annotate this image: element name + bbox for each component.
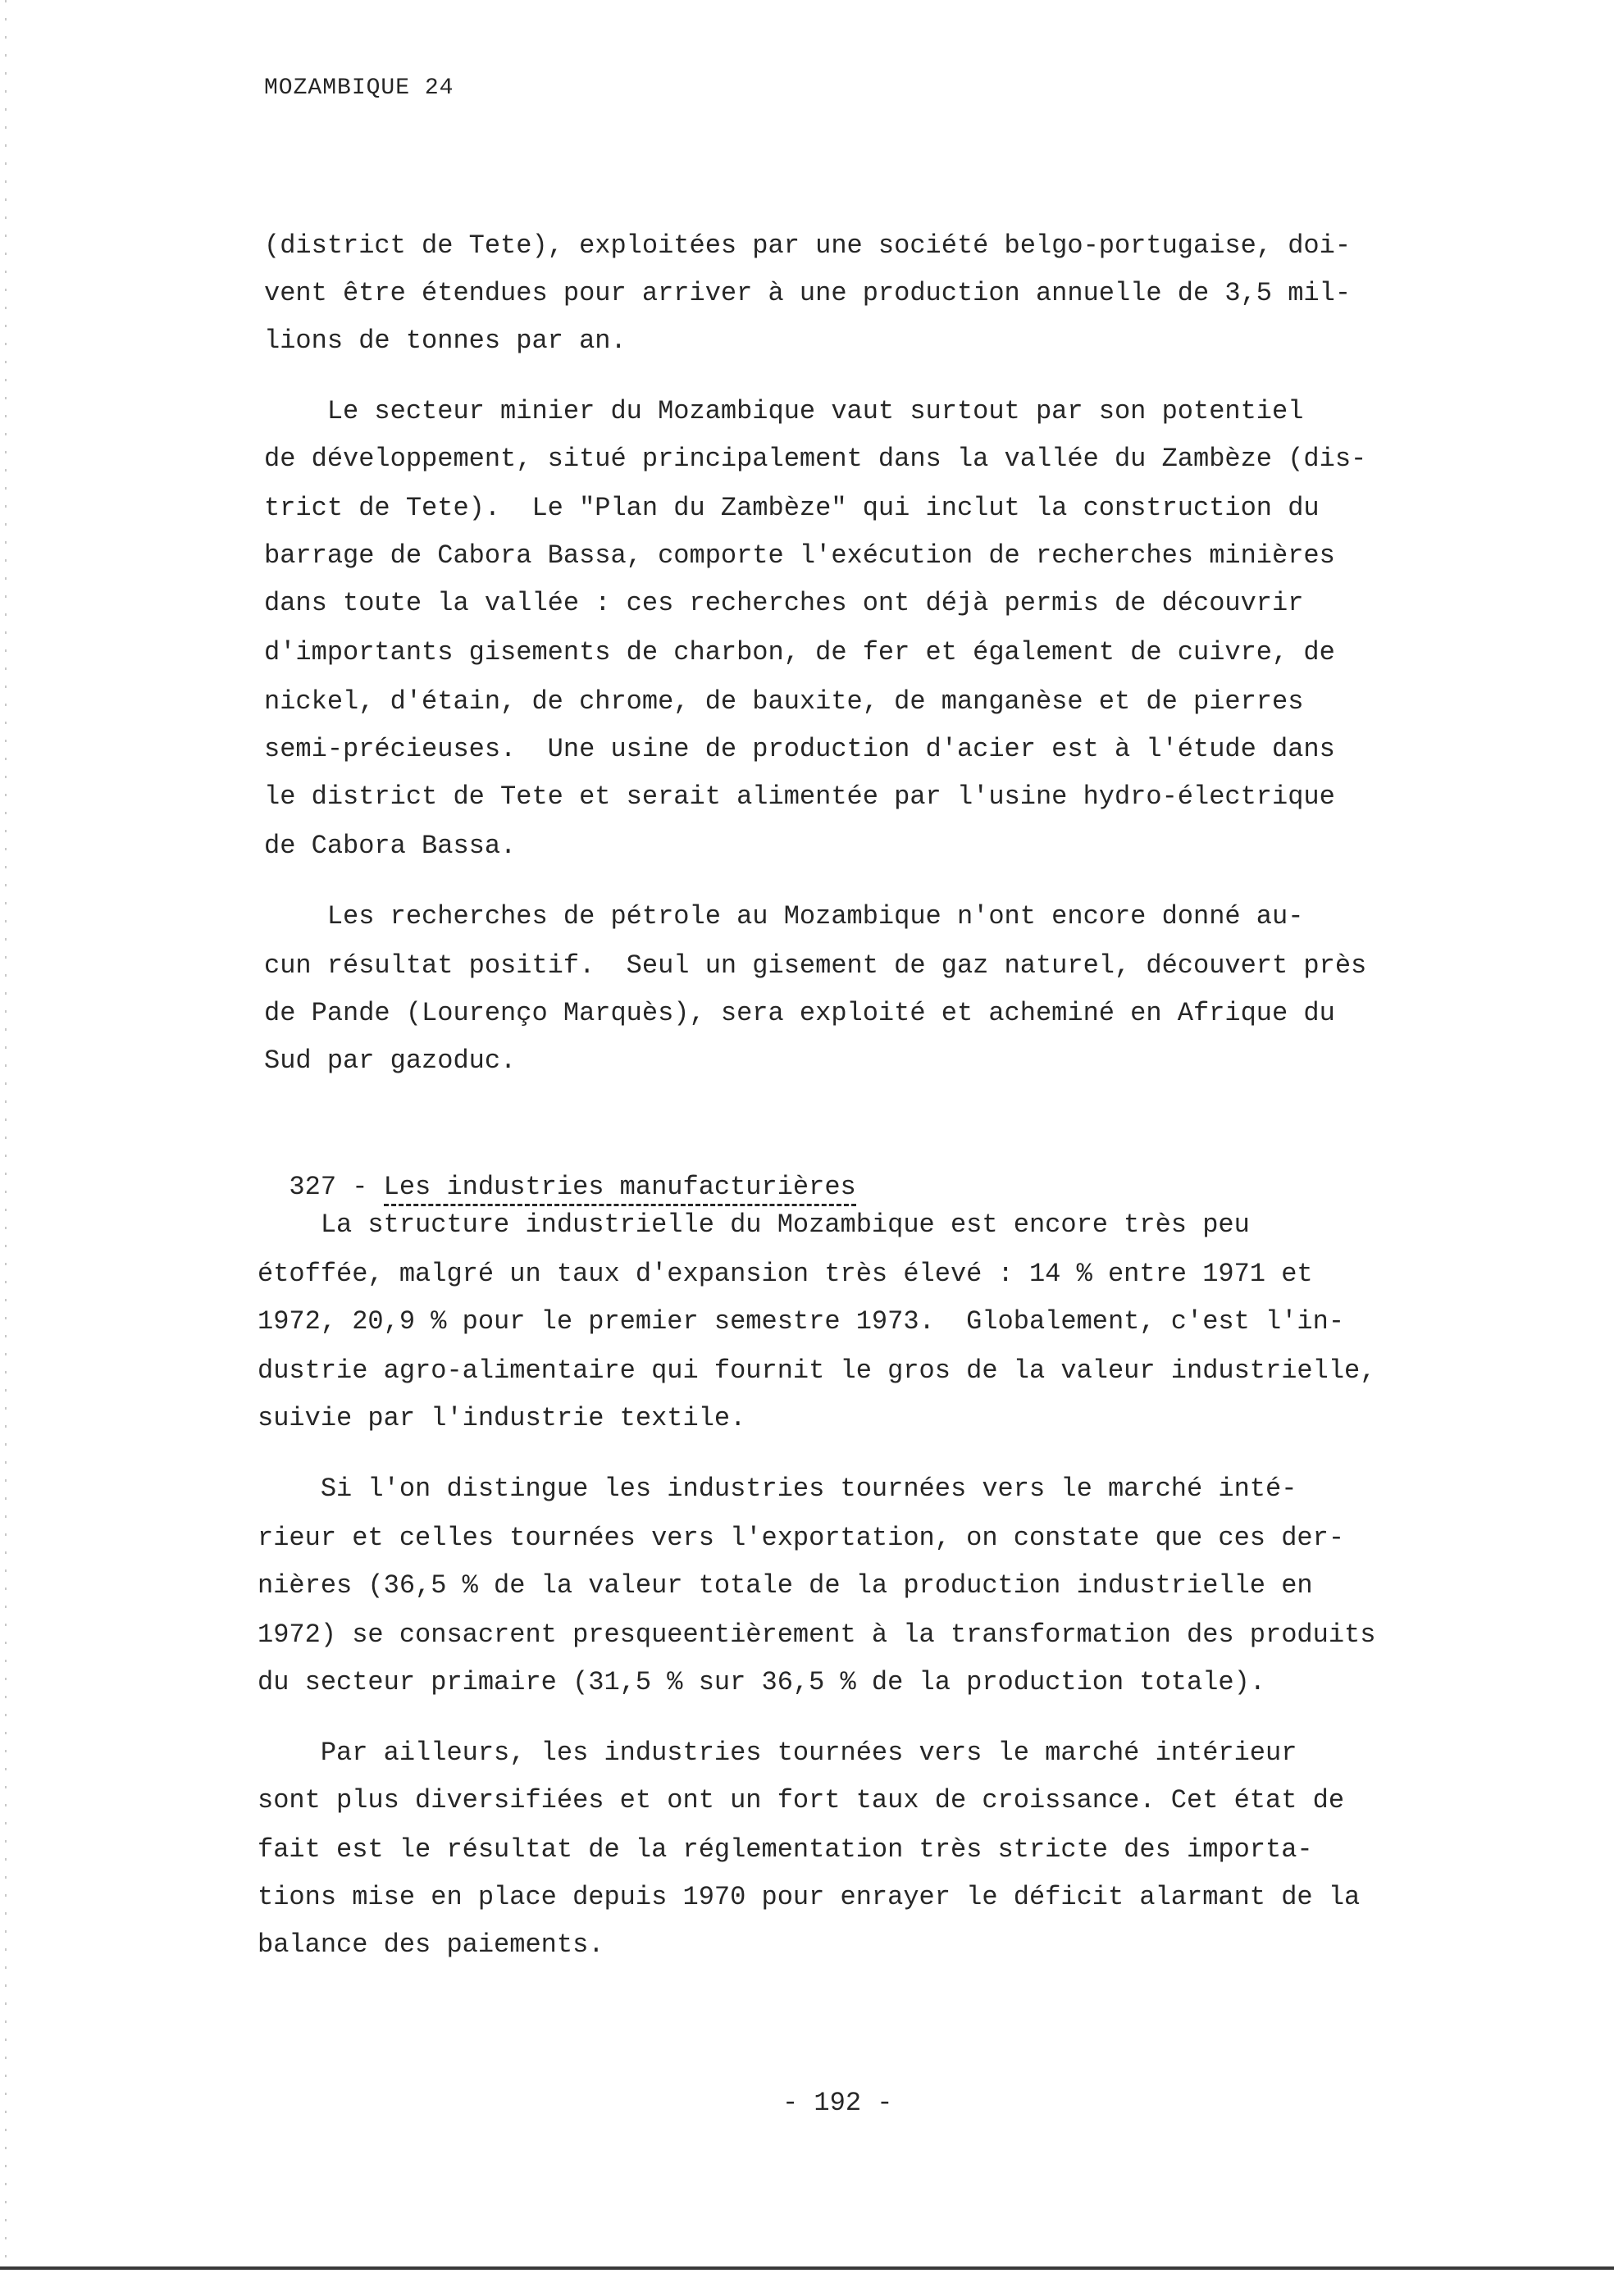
text-line: de Cabora Bassa. <box>264 831 517 861</box>
bottom-rule <box>0 2266 1614 2270</box>
text-line: dustrie agro-alimentaire qui fournit le gros de la valeur industrielle, <box>258 1355 1376 1386</box>
text-line: Sud par gazoduc. <box>264 1046 517 1076</box>
text-line: Par ailleurs, les industries tournées vers le marché intérieur <box>258 1738 1297 1768</box>
text-line: semi-précieuses. Une usine de production d'acier est à l'étude dans <box>264 734 1335 764</box>
scan-edge-marks <box>5 0 7 2263</box>
text-line: dans toute la vallée : ces recherches ont déjà permis de découvrir <box>264 588 1304 618</box>
text-line: étoffée, malgré un taux d'expansion très élevé : 14 % entre 1971 et <box>258 1259 1313 1289</box>
text-line: cun résultat positif. Seul un gisement de gaz naturel, découvert près <box>264 950 1367 981</box>
text-line: Les recherches de pétrole au Mozambique n'ont encore donné au- <box>264 901 1304 932</box>
text-line: Le secteur minier du Mozambique vaut surtout par son potentiel <box>264 396 1304 426</box>
text-line: nickel, d'étain, de chrome, de bauxite, de manganèse et de pierres <box>264 686 1304 717</box>
text-line: trict de Tete). Le "Plan du Zambèze" qui inclut la construction du <box>264 493 1320 523</box>
section-number: 327 - <box>289 1172 384 1202</box>
text-line: fait est le résultat de la réglementation très stricte des importa- <box>258 1834 1313 1865</box>
text-line: (district de Tete), exploitées par une société belgo-portugaise, doi- <box>264 230 1352 261</box>
section-title: Les industries manufacturières <box>384 1172 856 1206</box>
text-line: nières (36,5 % de la valeur totale de la production industrielle en <box>258 1570 1313 1601</box>
text-line: sont plus diversifiées et ont un fort taux de croissance. Cet état de <box>258 1785 1345 1815</box>
text-line: 1972) se consacrent presqueentièrement à la transformation des produits <box>258 1620 1376 1650</box>
text-line: de Pande (Lourenço Marquès), sera exploité et acheminé en Afrique du <box>264 998 1335 1028</box>
section-heading <box>258 1138 856 1204</box>
text-line: Si l'on distingue les industries tournées vers le marché inté- <box>258 1474 1297 1504</box>
text-line: rieur et celles tournées vers l'exportation, on constate que ces der- <box>258 1523 1345 1553</box>
text-line: 1972, 20,9 % pour le premier semestre 1973. Globalement, c'est l'in- <box>258 1306 1345 1337</box>
text-line: vent être étendues pour arriver à une production annuelle de 3,5 mil- <box>264 278 1352 308</box>
text-line: barrage de Cabora Bassa, comporte l'exécution de recherches minières <box>264 540 1335 571</box>
page-number: - 192 - <box>782 2088 893 2118</box>
text-line: le district de Tete et serait alimentée par l'usine hydro-électrique <box>264 781 1335 812</box>
text-line: de développement, situé principalement dans la vallée du Zambèze (dis- <box>264 444 1367 474</box>
text-line: tions mise en place depuis 1970 pour enrayer le déficit alarmant de la <box>258 1882 1361 1912</box>
text-line: du secteur primaire (31,5 % sur 36,5 % de la production totale). <box>258 1667 1265 1697</box>
text-line: La structure industrielle du Mozambique est encore très peu <box>258 1210 1250 1240</box>
page-header: MOZAMBIQUE 24 <box>264 75 454 101</box>
text-line: suivie par l'industrie textile. <box>258 1403 746 1433</box>
text-line: lions de tonnes par an. <box>264 326 627 356</box>
text-line: balance des paiements. <box>258 1929 604 1960</box>
text-line: d'importants gisements de charbon, de fer et également de cuivre, de <box>264 637 1335 667</box>
